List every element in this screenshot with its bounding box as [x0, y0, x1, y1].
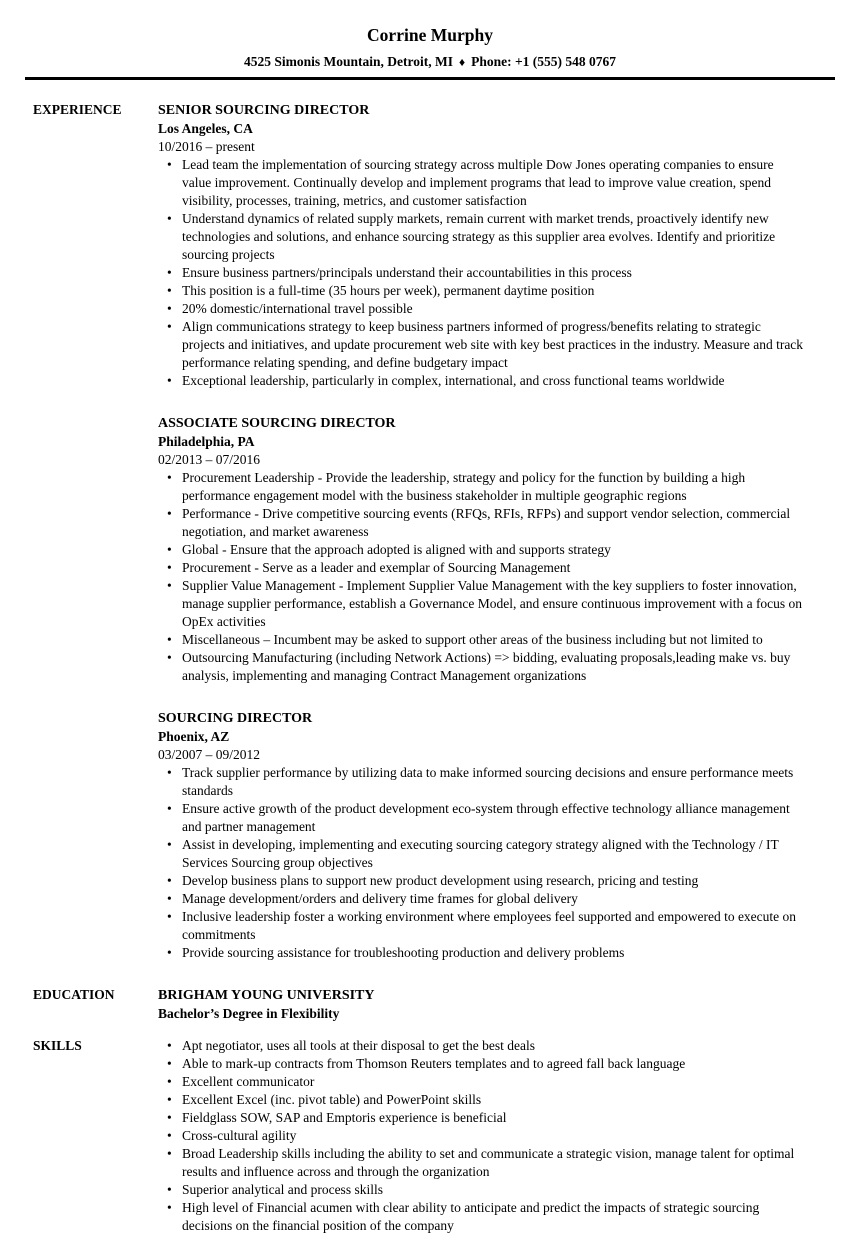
section-education: [0, 986, 860, 1023]
bullet-item: • Supplier Value Management - Implement Supplier Value Management with the key suppliers to foster innovation, manage supplier performance, establish a Governance Model, and ensure continuous improvement with a focus on OpEx activities: [167, 577, 806, 631]
job-location: Phoenix, AZ: [158, 729, 230, 744]
bullet-item: • Miscellaneous – Incumbent may be asked to support other areas of the business including but not limited to: [167, 631, 806, 649]
bullet-item: • Broad Leadership skills including the ability to set and communicate a strategic vision, manage talent for optimal results and influence across and through the organization: [167, 1145, 806, 1181]
bullet-item: • Excellent communicator: [167, 1073, 806, 1091]
bullet-item: • Procurement - Serve as a leader and exemplar of Sourcing Management: [167, 559, 806, 577]
bullet-item: • Understand dynamics of related supply markets, remain current with market trends, proactively identify new technologies and solutions, and enhance sourcing strategy as this supplier area evolves. Identify and prioritize sourcing projects: [167, 210, 806, 264]
bullet-item: • Cross-cultural agility: [167, 1127, 806, 1145]
job-title: SOURCING DIRECTOR: [158, 711, 313, 726]
skills-bullet-list: [158, 1037, 806, 1235]
section-label-skills: SKILLS: [33, 1038, 82, 1053]
bullet-item: • Apt negotiator, uses all tools at their disposal to get the best deals: [167, 1037, 806, 1055]
bullet-item: • Excellent Excel (inc. pivot table) and PowerPoint skills: [167, 1091, 806, 1109]
job-location: Los Angeles, CA: [158, 121, 253, 136]
phone-text: Phone: +1 (555) 548 0767: [471, 54, 617, 69]
bullet-item: • Performance - Drive competitive sourcing events (RFQs, RFIs, RFPs) and support vendor selection, commercial negotiation, and market awareness: [167, 505, 806, 541]
bullet-item: • Align communications strategy to keep business partners informed of progress/benefits relating to strategic projects and initiatives, and update procurement web site with key best practices in the industry. Measure and track performance relating spending, and define budgetary impact: [167, 318, 806, 372]
job-entry-sourcing-director: [158, 709, 806, 962]
resume-header: [0, 0, 860, 71]
bullet-item: • Inclusive leadership foster a working environment where employees feel supported and empowered to execute on commitments: [167, 908, 806, 944]
bullet-item: • Fieldglass SOW, SAP and Emptoris experience is beneficial: [167, 1109, 806, 1127]
bullet-item: • Global - Ensure that the approach adopted is aligned with and supports strategy: [167, 541, 806, 559]
job-dates: 10/2016 – present: [158, 139, 255, 154]
section-experience: [0, 101, 860, 962]
bullet-item: • Manage development/orders and delivery time frames for global delivery: [167, 890, 806, 908]
job-bullet-list: [158, 764, 806, 962]
section-label-education: EDUCATION: [33, 987, 115, 1002]
bullet-item: • Outsourcing Manufacturing (including Network Actions) => bidding, evaluating proposals,leading make vs. buy analysis, implementing and managing Contract Management organizations: [167, 649, 806, 685]
bullet-item: • Procurement Leadership - Provide the leadership, strategy and policy for the function by building a high performance engagement model with the business stakeholder in multiple geographic regions: [167, 469, 806, 505]
bullet-item: • Exceptional leadership, particularly in complex, international, and cross functional teams worldwide: [167, 372, 806, 390]
job-entry-senior-sourcing-director: [158, 101, 806, 390]
school-name: BRIGHAM YOUNG UNIVERSITY: [158, 988, 375, 1003]
degree-name: Bachelor’s Degree in Flexibility: [158, 1006, 340, 1021]
bullet-item: • 20% domestic/international travel possible: [167, 300, 806, 318]
bullet-item: • High level of Financial acumen with clear ability to anticipate and predict the impacts of strategic sourcing decisions on the financial position of the company: [167, 1199, 806, 1235]
bullet-item: • This position is a full-time (35 hours per week), permanent daytime position: [167, 282, 806, 300]
bullet-item: • Superior analytical and process skills: [167, 1181, 806, 1199]
skills-content: [158, 1037, 806, 1235]
bullet-item: • Develop business plans to support new product development using research, pricing and testing: [167, 872, 806, 890]
section-skills: [0, 1037, 860, 1235]
candidate-name: Corrine Murphy: [367, 25, 493, 45]
header-divider: [25, 77, 835, 80]
section-label-experience: EXPERIENCE: [33, 102, 122, 117]
job-dates: 03/2007 – 09/2012: [158, 747, 261, 762]
bullet-item: • Assist in developing, implementing and executing sourcing category strategy aligned with the Technology / IT Services Sourcing group objectives: [167, 836, 806, 872]
experience-content: [158, 101, 806, 962]
job-bullet-list: [158, 469, 806, 685]
bullet-item: • Provide sourcing assistance for troubleshooting production and delivery problems: [167, 944, 806, 962]
contact-line: [0, 53, 860, 71]
bullet-item: • Track supplier performance by utilizing data to make informed sourcing decisions and ensure performance meets standards: [167, 764, 806, 800]
bullet-item: • Lead team the implementation of sourcing strategy across multiple Dow Jones operating companies to ensure value improvement. Continually develop and implement programs that lead to improve value creation, spend visibility, processes, training, metrics, and customer satisfaction: [167, 156, 806, 210]
education-content: [158, 986, 806, 1023]
bullet-item: • Ensure business partners/principals understand their accountabilities in this process: [167, 264, 806, 282]
job-dates: 02/2013 – 07/2016: [158, 452, 261, 467]
address-text: 4525 Simonis Mountain, Detroit, MI: [243, 54, 453, 69]
job-title: SENIOR SOURCING DIRECTOR: [158, 103, 370, 118]
job-entry-associate-sourcing-director: [158, 414, 806, 685]
bullet-item: • Able to mark-up contracts from Thomson Reuters templates and to agreed fall back language: [167, 1055, 806, 1073]
diamond-separator-icon: ♦: [458, 55, 466, 69]
job-title: ASSOCIATE SOURCING DIRECTOR: [158, 416, 396, 431]
job-location: Philadelphia, PA: [158, 434, 255, 449]
job-bullet-list: [158, 156, 806, 390]
bullet-item: • Ensure active growth of the product development eco-system through effective technology alliance management and partner management: [167, 800, 806, 836]
